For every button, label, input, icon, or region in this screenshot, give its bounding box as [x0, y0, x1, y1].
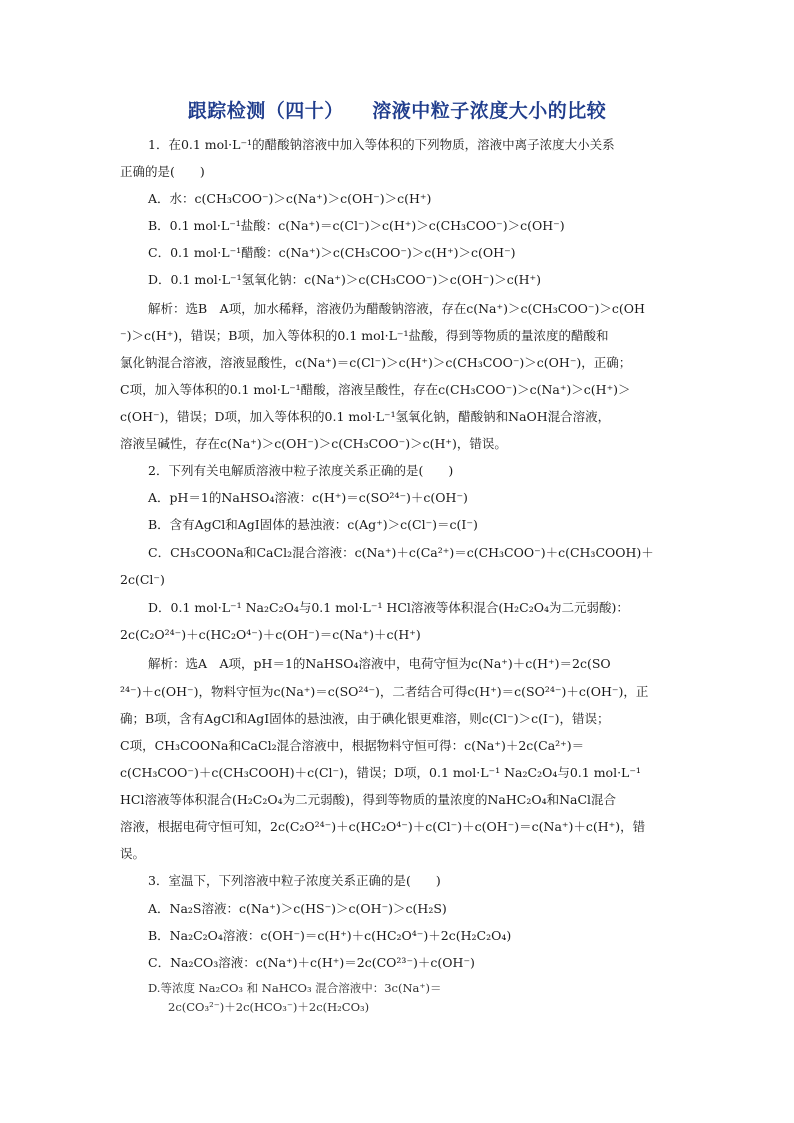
- question-1-analysis-line: 氯化钠混合溶液，溶液显酸性，c(Na⁺)＝c(Cl⁻)＞c(H⁺)＞c(CH₃COO⁻)＞c(OH⁻)，正确；: [120, 355, 632, 370]
- question-1-option-d: D．0.1 mol·L⁻¹氢氧化钠：c(Na⁺)＞c(CH₃COO⁻)＞c(OH⁻)＞c(H⁺): [148, 272, 542, 287]
- question-2-option-a: A．pH＝1的NaHSO₄溶液：c(H⁺)＝c(SO²⁴⁻)＋c(OH⁻): [148, 490, 468, 505]
- question-1-analysis: 解析：选B A项，加水稀释，溶液仍为醋酸钠溶液，存在c(Na⁺)＞c(CH₃COO⁻)＞c(OH: [148, 301, 645, 316]
- question-1-analysis-line: c(OH⁻)，错误；D项，加入等体积的0.1 mol·L⁻¹氢氧化钠，醋酸钠和NaOH混合溶液，: [120, 409, 611, 424]
- question-2-analysis-line: HCl溶液等体积混合(H₂C₂O₄为二元弱酸)，得到等物质的量浓度的NaHC₂O₄和NaCl混合: [120, 792, 617, 807]
- question-2-stem: 2．下列有关电解质溶液中粒子浓度关系正确的是( ): [148, 463, 454, 478]
- question-3-option-b: B．Na₂C₂O₄溶液：c(OH⁻)＝c(H⁺)＋c(HC₂O⁴⁻)＋2c(H₂C₂O₄): [148, 928, 512, 943]
- question-2-option-c-cont: 2c(Cl⁻): [120, 572, 165, 587]
- question-3-option-d-cont: 2c(CO₃²⁻)＋2c(HCO₃⁻)＋2c(H₂CO₃): [168, 1000, 370, 1014]
- question-1-option-b: B．0.1 mol·L⁻¹盐酸：c(Na⁺)＝c(Cl⁻)＞c(H⁺)＞c(CH₃COO⁻)＞c(OH⁻): [148, 218, 565, 233]
- question-2-analysis-line: 溶液，根据电荷守恒可知，2c(C₂O²⁴⁻)＋c(HC₂O⁴⁻)＋c(Cl⁻)＋c(OH⁻)＝c(Na⁺)＋c(H⁺)，错: [120, 819, 646, 834]
- question-1-analysis-line: ⁻)＞c(H⁺)，错误；B项，加入等体积的0.1 mol·L⁻¹盐酸，得到等物质的量浓度的醋酸和: [120, 328, 609, 343]
- question-2-analysis-line: C项，CH₃COONa和CaCl₂混合溶液中，根据物料守恒可得：c(Na⁺)＋2c(Ca²⁺)＝: [120, 738, 585, 753]
- question-3-option-c: C．Na₂CO₃溶液：c(Na⁺)＋c(H⁺)＝2c(CO²³⁻)＋c(OH⁻): [148, 955, 475, 970]
- question-2-analysis-line: c(CH₃COO⁻)＋c(CH₃COOH)＋c(Cl⁻)，错误；D项，0.1 mol·L⁻¹ Na₂C₂O₄与0.1 mol·L⁻¹: [120, 765, 641, 780]
- question-1-analysis-line: 溶液呈碱性，存在c(Na⁺)＞c(OH⁻)＞c(CH₃COO⁻)＞c(H⁺)，错误。: [120, 436, 507, 451]
- question-2-analysis-line: 确；B项，含有AgCl和AgI固体的悬浊液，由于碘化银更难溶，则c(Cl⁻)＞c(I⁻)，错误；: [120, 711, 610, 726]
- page-title: 跟踪检测（四十） 溶液中粒子浓度大小的比较: [187, 100, 607, 122]
- question-1-analysis-line: C项，加入等体积的0.1 mol·L⁻¹醋酸，溶液呈酸性，存在c(CH₃COO⁻)＞c(Na⁺)＞c(H⁺)＞: [120, 382, 631, 397]
- question-2-option-b: B．含有AgCl和AgI固体的悬浊液：c(Ag⁺)＞c(Cl⁻)＝c(I⁻): [148, 517, 478, 532]
- question-2-analysis-line: ²⁴⁻)＋c(OH⁻)，物料守恒为c(Na⁺)＝c(SO²⁴⁻)，二者结合可得c(H⁺)＝c(SO²⁴⁻)＋c(OH⁻)，正: [120, 684, 649, 699]
- question-1-stem-cont: 正确的是( ): [120, 164, 205, 179]
- question-2-analysis: 解析：选A A项，pH＝1的NaHSO₄溶液中，电荷守恒为c(Na⁺)＋c(H⁺)＝2c(SO: [148, 656, 611, 671]
- question-2-option-d: D．0.1 mol·L⁻¹ Na₂C₂O₄与0.1 mol·L⁻¹ HCl溶液等体积混合(H₂C₂O₄为二元弱酸)：: [148, 600, 629, 615]
- question-2-analysis-line: 误。: [120, 846, 146, 861]
- question-1-option-a: A．水：c(CH₃COO⁻)＞c(Na⁺)＞c(OH⁻)＞c(H⁺): [148, 191, 432, 206]
- question-3-stem: 3．室温下，下列溶液中粒子浓度关系正确的是( ): [148, 873, 441, 888]
- question-3-option-d: D.等浓度 Na₂CO₃ 和 NaHCO₃ 混合溶液中：3c(Na⁺)＝: [148, 981, 442, 995]
- question-1-option-c: C．0.1 mol·L⁻¹醋酸：c(Na⁺)＞c(CH₃COO⁻)＞c(H⁺)＞c(OH⁻): [148, 245, 516, 260]
- question-2-option-c: C．CH₃COONa和CaCl₂混合溶液：c(Na⁺)＋c(Ca²⁺)＝c(CH₃COO⁻)＋c(CH₃COOH)＋: [148, 545, 654, 560]
- question-1-stem: 1．在0.1 mol·L⁻¹的醋酸钠溶液中加入等体积的下列物质，溶液中离子浓度大小关系: [148, 137, 615, 152]
- question-2-option-d-cont: 2c(C₂O²⁴⁻)＋c(HC₂O⁴⁻)＋c(OH⁻)＝c(Na⁺)＋c(H⁺): [120, 627, 421, 642]
- question-3-option-a: A．Na₂S溶液：c(Na⁺)＞c(HS⁻)＞c(OH⁻)＞c(H₂S): [148, 901, 447, 916]
